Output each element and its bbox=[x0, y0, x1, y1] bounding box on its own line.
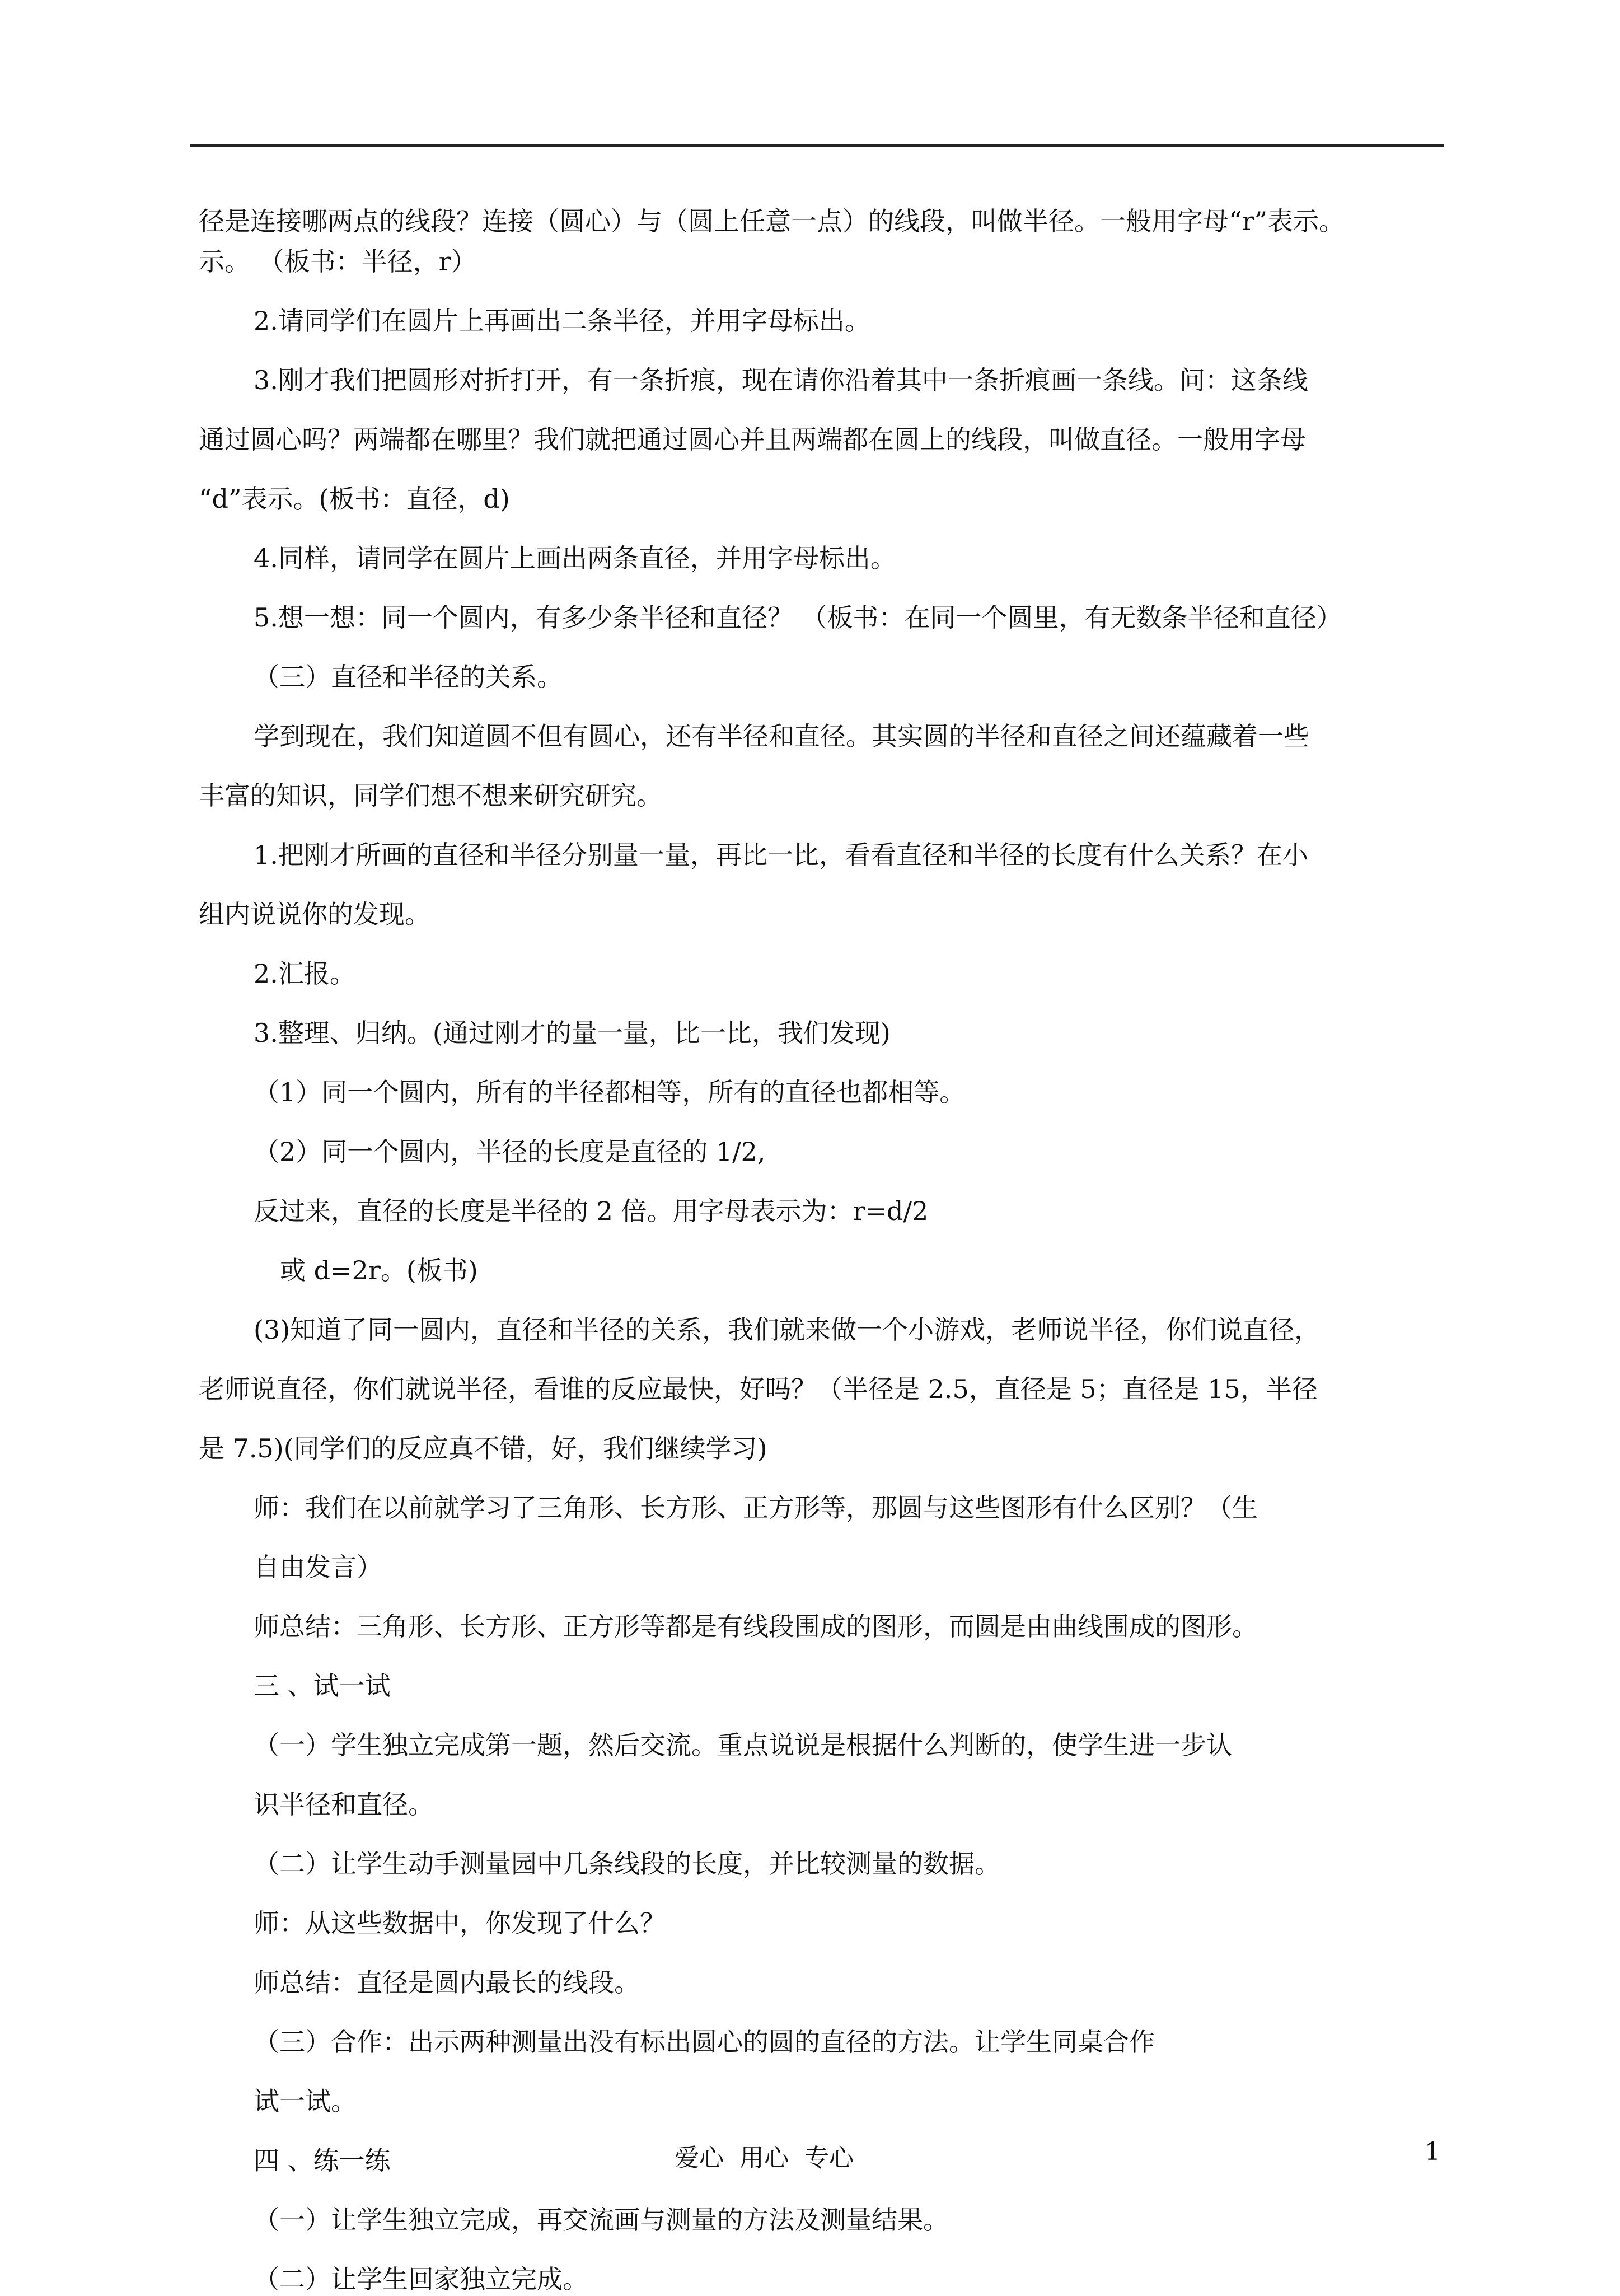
text-line: 5.想一想：同一个圆内，有多少条半径和直径？ （板书：在同一个圆里，有无数条半径和直径） bbox=[254, 602, 1342, 633]
text-line: (3)知道了同一圆内，直径和半径的关系，我们就来做一个小游戏，老师说半径，你们说直径， bbox=[254, 1315, 1321, 1345]
text-line: 1.把刚才所画的直径和半径分别量一量，再比一比，看看直径和半径的长度有什么关系？在小 bbox=[254, 840, 1308, 870]
text-line: 3.整理、归纳。(通过刚才的量一量，比一比，我们发现) bbox=[254, 1018, 891, 1048]
text-line: （一）学生独立完成第一题，然后交流。重点说说是根据什么判断的，使学生进一步认 bbox=[254, 1730, 1232, 1760]
text-line: “d”表示。(板书：直径，d) bbox=[199, 484, 510, 514]
header-rule bbox=[190, 144, 1444, 147]
text-line: （二）让学生回家独立完成。 bbox=[254, 2264, 588, 2294]
text-line: 师：我们在以前就学习了三角形、长方形、正方形等，那圆与这些图形有什么区别？（生 bbox=[254, 1493, 1258, 1523]
text-line: 通过圆心吗？两端都在哪里？我们就把通过圆心并且两端都在圆上的线段，叫做直径。一般用字母 bbox=[199, 424, 1306, 455]
text-line: 或 d=2r。(板书) bbox=[280, 1255, 478, 1285]
text-line: 试一试。 bbox=[254, 2086, 357, 2116]
text-line: 4.同样，请同学在圆片上画出两条直径，并用字母标出。 bbox=[254, 543, 896, 573]
text-line: 示。 （板书：半径，r） bbox=[199, 246, 477, 277]
text-line: 径是连接哪两点的线段？连接（圆心）与（圆上任意一点）的线段，叫做半径。一般用字母“r”表示。 bbox=[199, 206, 1345, 236]
text-line: 学到现在，我们知道圆不但有圆心，还有半径和直径。其实圆的半径和直径之间还蕴藏着一些 bbox=[254, 721, 1309, 751]
section-heading: 四 、练一练 bbox=[254, 2145, 391, 2176]
text-line: 识半径和直径。 bbox=[254, 1789, 434, 1820]
text-line: 3.刚才我们把圆形对折打开，有一条折痕，现在请你沿着其中一条折痕画一条线。问：这条线 bbox=[254, 365, 1308, 395]
section-heading: 三 、试一试 bbox=[254, 1671, 391, 1701]
text-line: 反过来，直径的长度是半径的 2 倍。用字母表示为：r=d/2 bbox=[254, 1196, 929, 1226]
text-line: （1）同一个圆内，所有的半径都相等，所有的直径也都相等。 bbox=[254, 1077, 966, 1107]
page-number: 1 bbox=[1425, 2138, 1440, 2166]
text-line: 是 7.5)(同学们的反应真不错，好，我们继续学习) bbox=[199, 1433, 767, 1463]
text-line: 师：从这些数据中，你发现了什么？ bbox=[254, 1908, 666, 1938]
text-line: 丰富的知识，同学们想不想来研究研究。 bbox=[199, 780, 662, 811]
text-line: 2.请同学们在圆片上再画出二条半径，并用字母标出。 bbox=[254, 306, 870, 336]
text-line: （一）让学生独立完成，再交流画与测量的方法及测量结果。 bbox=[254, 2205, 949, 2235]
footer-motto: 爱心 用心 专心 bbox=[675, 2144, 854, 2172]
text-line: 自由发言） bbox=[254, 1552, 382, 1582]
text-line: 师总结：直径是圆内最长的线段。 bbox=[254, 1967, 640, 1998]
text-line: （二）让学生动手测量园中几条线段的长度，并比较测量的数据。 bbox=[254, 1849, 1000, 1879]
text-line: 2.汇报。 bbox=[254, 958, 355, 989]
text-line: （三）合作：出示两种测量出没有标出圆心的圆的直径的方法。让学生同桌合作 bbox=[254, 2027, 1155, 2057]
text-line: 师总结：三角形、长方形、正方形等都是有线段围成的图形，而圆是由曲线围成的图形。 bbox=[254, 1611, 1258, 1642]
text-line: 老师说直径，你们就说半径，看谁的反应最快，好吗？（半径是 2.5，直径是 5；直径是 15，半径 bbox=[199, 1374, 1318, 1404]
text-line: 组内说说你的发现。 bbox=[199, 899, 430, 929]
text-line: （2）同一个圆内，半径的长度是直径的 1/2, bbox=[254, 1137, 766, 1167]
section-heading: （三）直径和半径的关系。 bbox=[254, 662, 563, 692]
